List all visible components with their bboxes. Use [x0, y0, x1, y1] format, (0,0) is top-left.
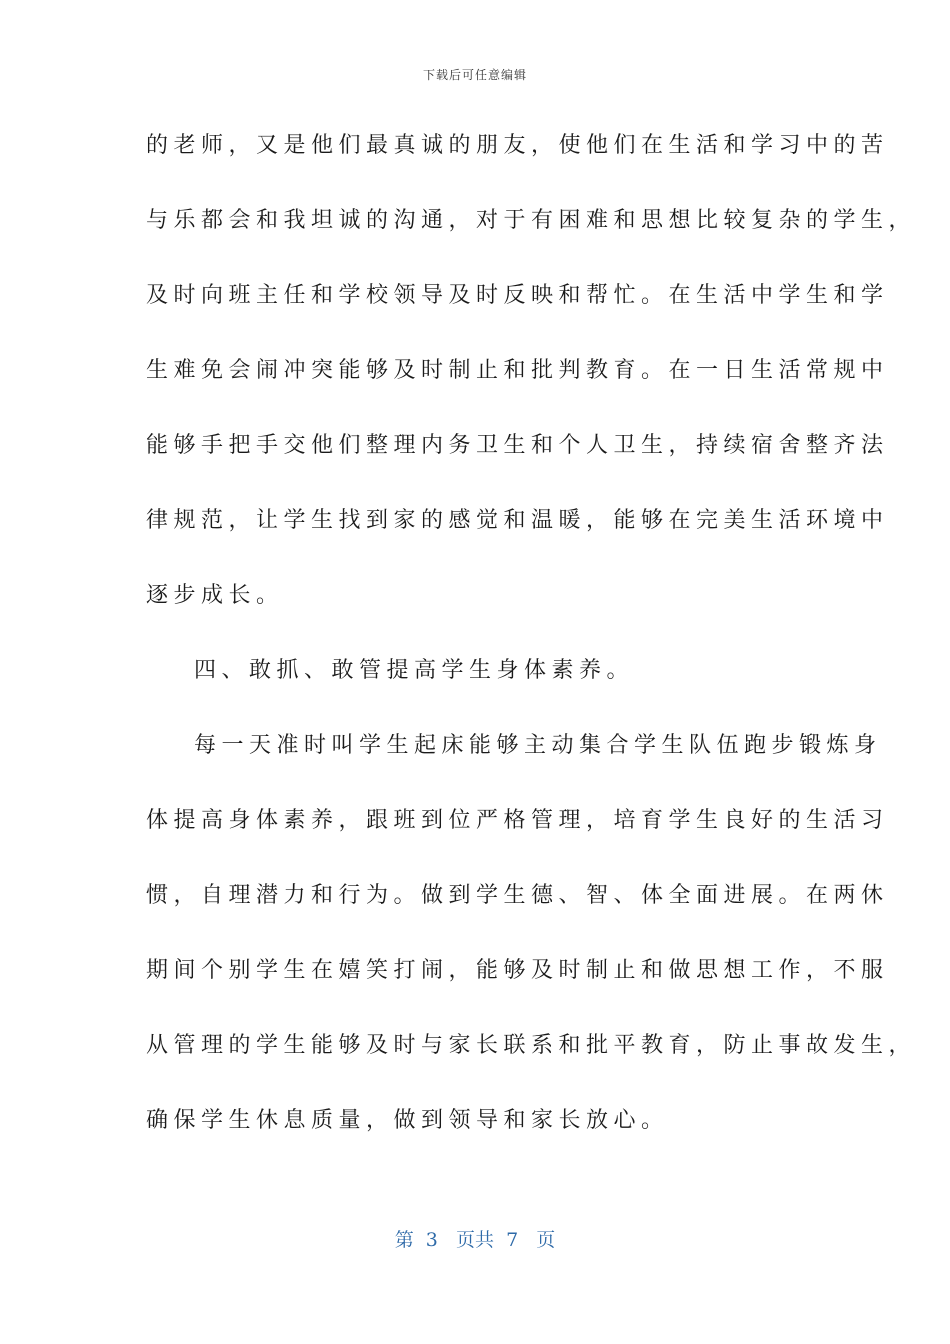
- page-number: 第 3 页共 7 页: [394, 1229, 556, 1251]
- text-line: 体提高身体素养，跟班到位严格管理，培育学生良好的生活习: [146, 808, 889, 833]
- text-line: 能够手把手交他们整理内务卫生和个人卫生，持续宿舍整齐法: [146, 433, 889, 458]
- text-line: 惯，自理潜力和行为。做到学生德、智、体全面进展。在两休: [146, 883, 889, 908]
- text-line: 生难免会闹冲突能够及时制止和批判教育。在一日生活常规中: [146, 358, 889, 383]
- document-body: [146, 122, 917, 1172]
- text-line: 逐步成长。: [146, 583, 284, 608]
- text-line: 期间个别学生在嬉笑打闹，能够及时制止和做思想工作，不服: [146, 958, 889, 983]
- text-line: 及时向班主任和学校领导及时反映和帮忙。在生活中学生和学: [146, 283, 889, 308]
- text-line: 与乐都会和我坦诚的沟通，对于有困难和思想比较复杂的学生，: [146, 208, 917, 233]
- text-line: 确保学生休息质量，做到领导和家长放心。: [146, 1108, 669, 1133]
- section-heading: 四、敢抓、敢管提高学生身体素养。: [194, 658, 635, 683]
- text-line: 每一天准时叫学生起床能够主动集合学生队伍跑步锻炼身: [194, 733, 882, 758]
- text-line: 从管理的学生能够及时与家长联系和批平教育，防止事故发生，: [146, 1033, 917, 1058]
- text-line: 律规范，让学生找到家的感觉和温暖，能够在完美生活环境中: [146, 508, 889, 533]
- text-line: 的老师，又是他们最真诚的朋友，使他们在生活和学习中的苦: [146, 133, 889, 158]
- header-note: 下载后可任意编辑: [422, 68, 527, 82]
